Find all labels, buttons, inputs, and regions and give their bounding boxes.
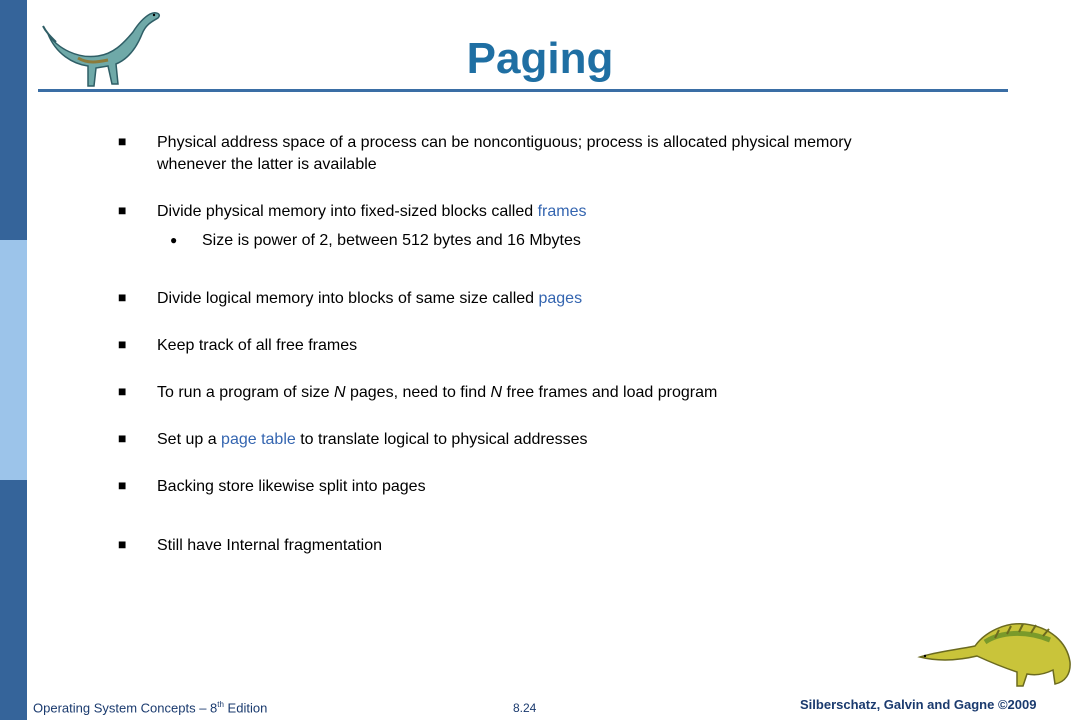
variable-n: N [333, 384, 346, 401]
square-bullet-icon: ■ [118, 133, 127, 149]
list-item-text: Physical address space of a process can be noncontiguous; process is allocated physical memory [157, 134, 852, 151]
square-bullet-icon: ■ [118, 383, 127, 399]
sidebar-segment-bottom [0, 480, 27, 720]
list-item-text: Set up a [157, 431, 222, 448]
list-item: Backing store likewise split into pages [157, 478, 426, 495]
keyword-frames: frames [537, 203, 587, 220]
square-bullet-icon: ■ [118, 536, 127, 552]
list-item-text: to translate logical to physical addresses [295, 431, 588, 448]
page-title: Paging [466, 34, 614, 83]
sidebar-segment-middle [0, 240, 27, 480]
list-item-text: free frames and load program [502, 384, 718, 401]
sidebar-band [0, 0, 27, 720]
dinosaur-logo-bottom-icon [915, 612, 1075, 690]
footer-course-title [33, 700, 267, 715]
square-bullet-icon: ■ [118, 477, 127, 493]
variable-n: N [490, 384, 503, 401]
page-number: 8.24 [513, 701, 537, 715]
square-bullet-icon: ■ [118, 336, 127, 352]
list-item [157, 288, 987, 310]
footer-text: Operating System Concepts – 8 [33, 700, 218, 716]
list-item-text: Divide physical memory into fixed-sized blocks called [157, 203, 538, 220]
title-underline [38, 89, 1008, 92]
list-item [157, 201, 987, 223]
list-item: Keep track of all free frames [157, 337, 358, 354]
list-item-text: To run a program of size [157, 384, 334, 401]
square-bullet-icon: ■ [118, 202, 127, 218]
list-item [157, 429, 987, 451]
square-bullet-icon: ■ [118, 289, 127, 305]
keyword-page-table: page table [221, 431, 296, 448]
list-item-text: pages, need to find [345, 384, 491, 401]
list-item [157, 132, 987, 176]
list-item-text: Divide logical memory into blocks of same size called [157, 290, 539, 307]
square-bullet-icon: ■ [118, 430, 127, 446]
list-item: Still have Internal fragmentation [157, 537, 383, 554]
list-item-text: whenever the latter is available [157, 156, 377, 173]
footer-authors: Silberschatz, Galvin and Gagne ©2009 [800, 697, 1037, 712]
keyword-pages: pages [538, 290, 583, 307]
footer-text: Edition [223, 700, 268, 716]
footer-superscript: th [217, 700, 224, 709]
sub-list-item: Size is power of 2, between 512 bytes and 16 Mbytes [202, 232, 581, 249]
list-item [157, 382, 987, 404]
dot-bullet-icon: ● [170, 233, 178, 247]
